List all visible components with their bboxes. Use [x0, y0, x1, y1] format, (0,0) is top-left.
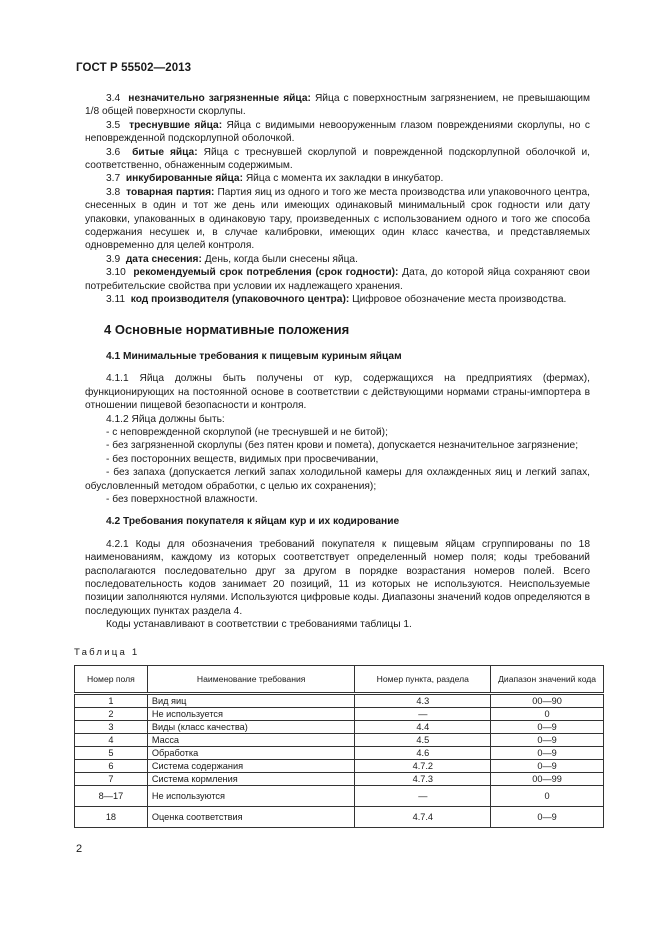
code-range: 0—9	[491, 747, 604, 760]
section-4-2-title: 4.2 Требования покупателя к яйцам кур и их кодирование	[106, 516, 400, 528]
column-header: Диапазон значений кода	[491, 666, 604, 694]
clause-number: 4.4	[355, 721, 491, 734]
page-number: 2	[76, 843, 83, 855]
requirement-name: Вид яиц	[147, 694, 355, 708]
code-range: 0	[491, 786, 604, 807]
clause-4-2-1: 4.2.1 Коды для обозначения требований покупателя к пищевым яйцам сгруппированы по 18 наименованиям, каждому из которых соответствует определенный номер поля; коды требований располагаются последовательно друг за другом в порядке возрастания номеров полей. Всего последовательность кодов занимает 20 позиций, 11 из которых не используются. Неиспользуемые позиции заполняются нулями. Используются цифровые коды. Диапазоны значений кодов определяются в последующих пунктах раздела 4.	[85, 538, 590, 617]
table-row	[75, 708, 604, 721]
section-4-title: 4 Основные нормативные положения	[104, 321, 350, 337]
field-number: 1	[75, 694, 148, 708]
page-content	[74, 92, 597, 828]
field-number: 3	[75, 721, 148, 734]
table-row	[75, 721, 604, 734]
definition-3-6: 3.6 битые яйца: Яйца с треснувшей скорлупой и поврежденной подскорлупной оболочкой и, соответственно, обнаженным содержимым.	[85, 146, 591, 172]
field-number: 4	[75, 734, 148, 747]
table-row	[75, 747, 604, 760]
table-row	[75, 694, 604, 708]
section-4-1-title: 4.1 Минимальные требования к пищевым куриным яйцам	[106, 350, 402, 362]
column-header: Наименование требования	[147, 666, 355, 694]
column-header: Номер пункта, раздела	[355, 666, 491, 694]
list-item: - без поверхностной влажности.	[106, 493, 258, 505]
requirement-name: Не используются	[147, 786, 355, 807]
table-row	[75, 760, 604, 773]
clause-number: —	[355, 786, 491, 807]
field-number: 6	[75, 760, 148, 773]
definition-3-11: 3.11 код производителя (упаковочного центра): Цифровое обозначение места производства.	[106, 294, 567, 306]
code-range: 00—99	[491, 773, 604, 786]
definition-3-8: 3.8 товарная партия: Партия яиц из одного и того же места производства или упаковочного центра, снесенных в один и тот же день или имеющих одинаковый минимальный срок годности или дату упаковки, упакованных в одинаковую тару, произведенных с использованием одного и того же способа содержания несушек и, в случае калибровки, имеющих один класс качества, и представляемых одновременно для целей контроля.	[85, 186, 590, 252]
definition-3-7: 3.7 инкубированные яйца: Яйца с момента их закладки в инкубатор.	[106, 173, 444, 185]
code-range: 0—9	[491, 760, 604, 773]
table-row	[75, 773, 604, 786]
field-number: 7	[75, 773, 148, 786]
list-item: - без посторонних веществ, видимых при просвечивании,	[106, 453, 379, 465]
list-item: - без запаха (допускается легкий запах холодильной камеры для охлажденных яиц и легкий запах, обусловленный методом обработки, с целью их сохранения);	[85, 467, 590, 492]
requirement-name: Оценка соответствия	[147, 807, 355, 828]
table-row	[75, 807, 604, 828]
requirement-name: Масса	[147, 734, 355, 747]
column-header: Номер поля	[75, 666, 148, 694]
clause-4-2-1-note: Коды устанавливают в соответствии с требованиями таблицы 1.	[106, 619, 412, 631]
table-row	[75, 786, 604, 807]
definitions	[85, 92, 590, 307]
table-caption: Таблица 1	[74, 646, 140, 658]
field-number: 2	[75, 708, 148, 721]
definition-3-4: 3.4 незначительно загрязненные яйца: Яйца с поверхностным загрязнением, не превышающим 1/8 общей поверхности скорлупы.	[85, 93, 590, 118]
definition-3-9: 3.9 дата снесения: День, когда были снесены яйца.	[106, 253, 358, 265]
definition-3-10: 3.10 рекомендуемый срок потребления (срок годности): Дата, до которой яйца сохраняют свои потребительские свойства при условии их надлежащего хранения.	[85, 267, 590, 292]
definition-3-5: 3.5 треснувшие яйца: Яйца с видимыми невооруженным глазом повреждениями скорлупы, но с неповрежденной подскорлупной оболочкой.	[85, 119, 590, 145]
code-range: 0	[491, 708, 604, 721]
clause-4-1-2: 4.1.2 Яйца должны быть:	[106, 413, 225, 425]
code-range: 0—9	[491, 807, 604, 828]
code-range: 0—9	[491, 734, 604, 747]
requirements-table	[74, 665, 604, 828]
requirement-name: Система содержания	[147, 760, 355, 773]
requirement-name: Система кормления	[147, 773, 355, 786]
clause-number: 4.7.2	[355, 760, 491, 773]
field-number: 8—17	[75, 786, 148, 807]
clause-number: 4.6	[355, 747, 491, 760]
table-header-row	[75, 666, 604, 694]
clause-number: —	[355, 708, 491, 721]
clause-number: 4.7.4	[355, 807, 491, 828]
clause-4-1-1: 4.1.1 Яйца должны быть получены от кур, содержащихся на предприятиях (фермах), функционирующих на постоянной основе в соответствии с действующими нормами страны-импортера в отношении пищевой безопасности и контроля.	[85, 373, 590, 412]
list-item: - с неповрежденной скорлупой (не треснувшей и не битой);	[106, 426, 388, 438]
requirement-name: Не используется	[147, 708, 355, 721]
code-range: 00—90	[491, 694, 604, 708]
field-number: 5	[75, 747, 148, 760]
requirement-name: Виды (класс качества)	[147, 721, 355, 734]
document-header: ГОСТ Р 55502—2013	[76, 62, 192, 74]
clause-number: 4.3	[355, 694, 491, 708]
requirement-name: Обработка	[147, 747, 355, 760]
code-range: 0—9	[491, 721, 604, 734]
clause-number: 4.5	[355, 734, 491, 747]
table-row	[75, 734, 604, 747]
list-item: - без загрязненной скорлупы (без пятен крови и помета), допускается незначительное загрязнение;	[106, 440, 579, 452]
clause-number: 4.7.3	[355, 773, 491, 786]
field-number: 18	[75, 807, 148, 828]
